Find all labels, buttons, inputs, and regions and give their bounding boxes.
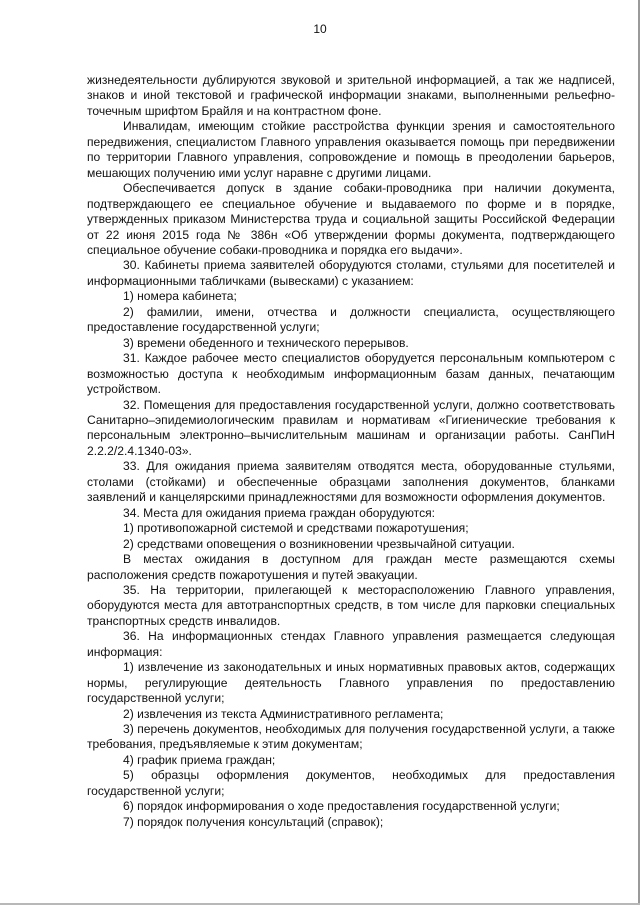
clause-31: 31. Каждое рабочее место специалистов оборудуется персональным компьютером с возможностью доступа к необходимым информационным базам данных, печатающим устройством. bbox=[87, 351, 615, 397]
clause-30: 30. Кабинеты приема заявителей оборудуются столами, стульями для посетителей и информационными табличками (вывесками) с указанием: bbox=[87, 258, 615, 288]
page-number: 10 bbox=[313, 22, 327, 36]
clause-34: 34. Места для ожидания приема граждан оборудуются: bbox=[123, 505, 436, 520]
clause-32: 32. Помещения для предоставления государственной услуги, должно соответствовать Санитарно–эпидемиологическим правилам и нормативам «Гигиенические требования к персональным электронно–вычислительным машинам и организации работы. СанПиН 2.2.2/2.4.1340-03». bbox=[87, 397, 615, 458]
paragraph-evacuation-schemes: В местах ожидания в доступном для граждан месте размещаются схемы расположения средств пожаротушения и путей эвакуации. bbox=[87, 552, 615, 582]
paragraph-continuation: жизнедеятельности дублируются звуковой и зрительной информацией, а так же надписей, знаков и иной текстовой и графической информации знаками, выполненными рельефно-точечным шрифтом Брайля и на контрастном фоне. bbox=[87, 73, 615, 118]
clause-30-item-2: 2) фамилии, имени, отчества и должности специалиста, осуществляющего предоставление государственной услуги; bbox=[87, 304, 615, 335]
clause-36-item-4: 4) график приема граждан; bbox=[123, 752, 276, 767]
clause-36-item-2: 2) извлечения из текста Административного регламента; bbox=[123, 706, 444, 721]
clause-34-item-1: 1) противопожарной системой и средствами пожаротушения; bbox=[123, 521, 469, 536]
paragraph-guide-dog: Обеспечивается допуск в здание собаки-проводника при наличии документа, подтверждающего ее специальное обучение и выдаваемого по форме и в порядке, утвержденных приказом Министерства труда и социальной защиты Российской Федерации от 22 июня 2015 года № 386н «Об утверждении формы документа, подтверждающего специальное обучение собаки-проводника и порядка его выдачи». bbox=[87, 181, 615, 257]
clause-36-item-3: 3) перечень документов, необходимых для получения государственной услуги, а также требования, предъявляемые к этим документам; bbox=[87, 722, 615, 752]
clause-36-item-6: 6) порядок информирования о ходе предоставления государственной услуги; bbox=[123, 799, 560, 814]
clause-36-item-1: 1) извлечение из законодательных и иных нормативных правовых актов, содержащих нормы, регулирующие деятельность Главного управления по предоставлению государственной услуги; bbox=[87, 660, 615, 706]
clause-34-item-2: 2) средствами оповещения о возникновении чрезвычайной ситуации. bbox=[123, 536, 515, 551]
clause-36: 36. На информационных стендах Главного управления размещается следующая информация: bbox=[87, 629, 615, 659]
clause-30-item-3: 3) времени обеденного и технического перерывов. bbox=[123, 335, 409, 350]
document-body bbox=[87, 73, 615, 830]
clause-30-item-1: 1) номера кабинета; bbox=[123, 289, 237, 304]
paragraph-vision-assistance: Инвалидам, имеющим стойкие расстройства функции зрения и самостоятельного передвижения, специалистом Главного управления оказывается помощь при передвижении по территории Главного управления, сопровождение и помощь в преодолении барьеров, мешающих получению ими услуг наравне с другими лицами. bbox=[87, 119, 615, 180]
clause-35: 35. На территории, прилегающей к месторасположению Главного управления, оборудуются места для автотранспортных средств, в том числе для парковки специальных транспортных средств инвалидов. bbox=[87, 582, 615, 628]
clause-33: 33. Для ожидания приема заявителям отводятся места, оборудованные стульями, столами (стойками) и обеспеченные образцами заполнения документов, бланками заявлений и канцелярскими принадлежностями для возможности оформления документов. bbox=[87, 459, 615, 505]
clause-36-item-7: 7) порядок получения консультаций (справок); bbox=[123, 814, 384, 829]
clause-36-item-5: 5) образцы оформления документов, необходимых для предоставления государственной услуги; bbox=[87, 768, 615, 798]
